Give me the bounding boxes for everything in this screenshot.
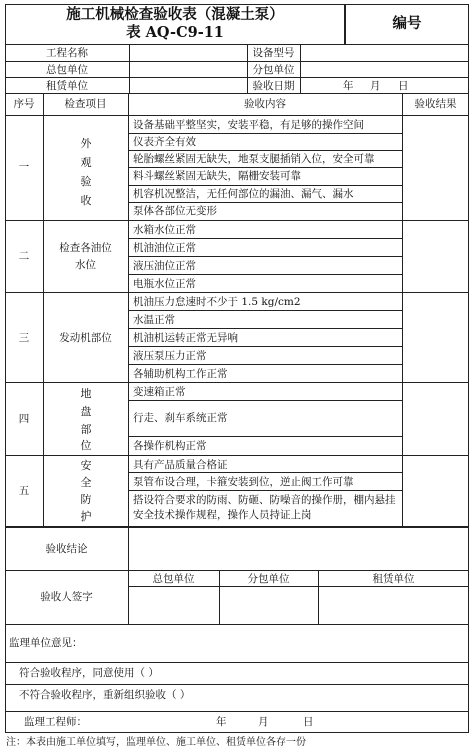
date-year: 年 — [343, 80, 354, 92]
group1-item-char-3: 验 — [80, 175, 92, 188]
group2-row1: 水箱水位正常 — [133, 224, 196, 236]
group3-row2: 水温正常 — [133, 314, 175, 326]
group4-seq: 四 — [18, 413, 30, 425]
group2-item-line2: 水位 — [75, 259, 96, 271]
footer-note: 注：本表由施工单位填写，监理单位、施工单位、租赁单位各存一份 — [6, 737, 306, 748]
signature-sub: 分包单位 — [247, 573, 290, 585]
group3-row1: 机油压力怠速时不少于 1.5 kg/cm2 — [133, 296, 301, 308]
group1-item-char-4: 收 — [80, 194, 92, 207]
group5-row1: 具有产品质量合格证 — [133, 459, 228, 471]
col-content: 验收内容 — [244, 98, 286, 110]
project-name-label: 工程名称 — [46, 47, 88, 59]
col-item: 检查项目 — [64, 98, 107, 110]
group4-item-char-1: 地 — [80, 387, 92, 400]
supervision-opinion: 监理单位意见： — [9, 637, 83, 649]
supervision-disagree[interactable]: 不符合验收程序，重新组织验收（ ） — [19, 689, 191, 701]
subcontractor-field[interactable] — [301, 62, 468, 76]
date-day: 日 — [398, 80, 409, 92]
group4-item-char-4: 位 — [80, 439, 92, 452]
date-month: 月 — [370, 80, 381, 92]
group2-row3: 液压油位正常 — [133, 260, 196, 272]
group1-row2: 仪表齐全有效 — [133, 136, 196, 148]
supervision-agree[interactable]: 符合验收程序，同意使用（ ） — [19, 667, 159, 679]
signature-sub-field[interactable] — [220, 587, 317, 624]
conclusion-label: 验收结论 — [45, 543, 88, 555]
result-group3[interactable] — [403, 293, 468, 381]
equipment-model-label: 设备型号 — [252, 47, 295, 59]
general-contractor-field[interactable] — [130, 62, 246, 76]
col-seq: 序号 — [13, 98, 35, 110]
col-result: 验收结果 — [414, 98, 457, 110]
result-group2[interactable] — [403, 221, 468, 291]
group4-row2: 行走、刹车系统正常 — [133, 412, 228, 424]
group1-item-char-1: 外 — [80, 137, 92, 150]
lessor-field[interactable] — [130, 78, 246, 93]
form-title: 施工机械检查验收表（混凝土泵） — [66, 6, 284, 23]
group5-seq: 五 — [18, 485, 30, 497]
equipment-model-field[interactable] — [301, 45, 468, 60]
lessor-label: 租赁单位 — [46, 80, 88, 92]
group5-item-char-4: 护 — [80, 510, 92, 523]
supervision-month: 月 — [258, 716, 269, 728]
group4-item-char-3: 部 — [80, 423, 92, 436]
subcontractor-label: 分包单位 — [252, 64, 295, 76]
supervision-engineer: 监理工程师： — [24, 716, 87, 728]
group4-item-char-2: 盘 — [80, 405, 92, 418]
group1-seq: 一 — [18, 161, 30, 173]
group1-row6: 泵体各部位无变形 — [133, 205, 217, 217]
result-group1[interactable] — [403, 116, 468, 219]
supervision-day: 日 — [303, 716, 314, 728]
result-group5[interactable] — [403, 456, 468, 526]
signature-label: 验收人签字 — [40, 591, 93, 603]
conclusion-field[interactable] — [129, 528, 468, 569]
group5-row3: 搭设符合要求的防雨、防砸、防噪音的操作册，棚内悬挂安全技术操作规程，操作人员持证上岗 — [133, 494, 396, 521]
group3-row4: 液压泵压力正常 — [133, 350, 207, 362]
supervision-year: 年 — [216, 716, 227, 728]
group3-seq: 三 — [18, 332, 30, 344]
group3-row5: 各辅助机构工作正常 — [133, 368, 228, 380]
general-contractor-label: 总包单位 — [46, 64, 88, 76]
result-group4[interactable] — [403, 383, 468, 454]
signature-lease-field[interactable] — [319, 587, 468, 624]
group3-row3: 机油机运转正常无异响 — [133, 332, 238, 344]
group1-row1: 设备基础平整坚实，安装平稳，有足够的操作空间 — [133, 119, 364, 131]
group2-row2: 机油油位正常 — [133, 242, 196, 254]
group2-item-line1: 检查各油位 — [59, 242, 112, 254]
form-code: 表 AQ-C9-11 — [126, 24, 224, 41]
group2-row4: 电瓶水位正常 — [133, 278, 196, 290]
group1-row5: 机容机况整洁，无任何部位的漏油、漏气、漏水 — [133, 188, 354, 200]
group5-item-char-2: 全 — [80, 476, 92, 489]
group5-row2: 泵管布设合理，卡箍安装到位，逆止阀工作可靠 — [133, 476, 354, 488]
signature-general: 总包单位 — [152, 573, 195, 585]
signature-general-field[interactable] — [129, 587, 218, 624]
number-label: 编号 — [392, 15, 422, 32]
group5-item-char-1: 安 — [80, 459, 92, 472]
acceptance-date-label: 验收日期 — [252, 80, 295, 92]
signature-lease: 租赁单位 — [372, 573, 415, 585]
group4-row3: 各操作机构正常 — [133, 440, 207, 452]
group1-row3: 轮胎螺丝紧固无缺失，地泵支腿插销入位，安全可靠 — [133, 153, 375, 165]
group2-seq: 二 — [18, 250, 30, 262]
group1-item-char-2: 观 — [80, 156, 92, 169]
group1-row4: 料斗螺丝紧固无缺失，隔栅安装可靠 — [133, 170, 301, 182]
supervision-engineer-field[interactable] — [92, 713, 202, 730]
group4-row1: 变速箱正常 — [133, 386, 186, 398]
project-name-field[interactable] — [130, 45, 246, 60]
group3-item: 发动机部位 — [59, 332, 112, 344]
group5-item-char-3: 防 — [80, 493, 92, 506]
